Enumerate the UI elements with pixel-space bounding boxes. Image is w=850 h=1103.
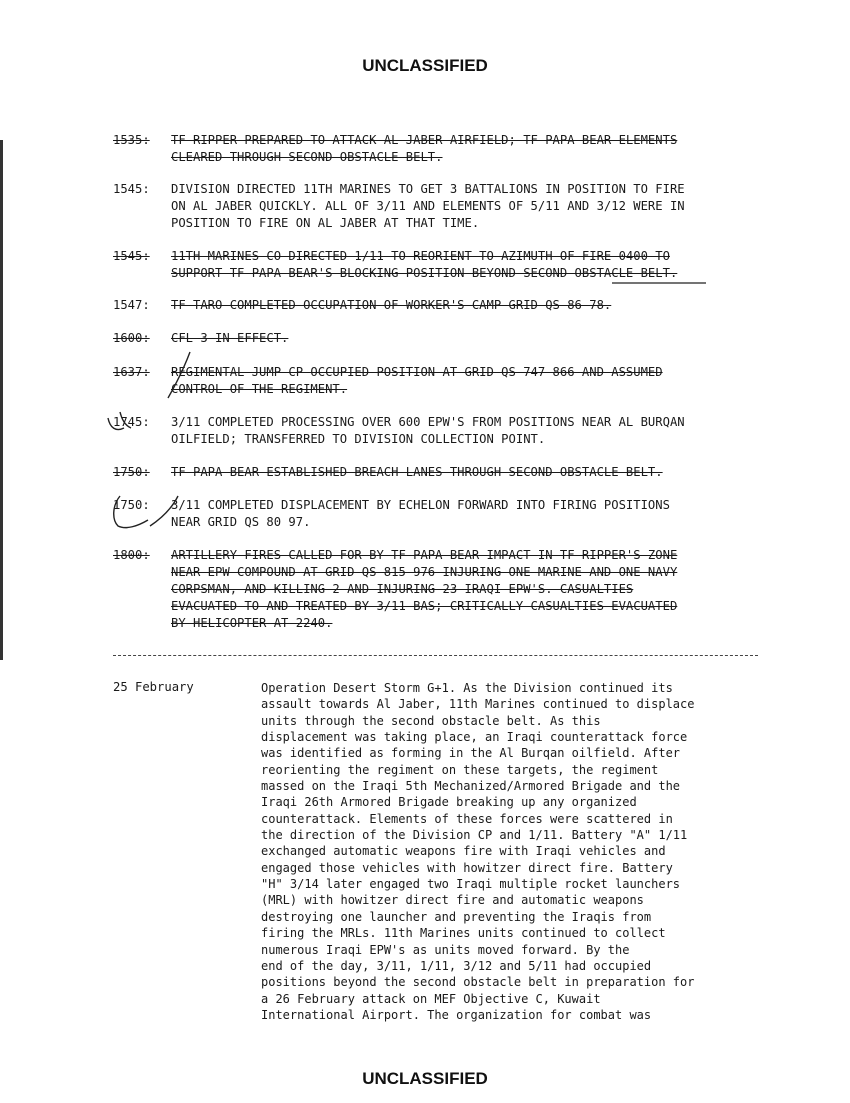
narrative-line: "H" 3/14 later engaged two Iraqi multiple rocket launchers	[261, 877, 681, 892]
entry-text: TF PAPA BEAR ESTABLISHED BREACH LANES THROUGH SECOND OBSTACLE BELT.	[171, 465, 663, 479]
classification-footer: UNCLASSIFIED	[362, 1069, 488, 1088]
log-entry-1637	[113, 364, 773, 398]
entry-text: CFL 3 IN EFFECT.	[171, 331, 289, 345]
narrative-line: destroying one launcher and preventing the Iraqis from	[261, 909, 652, 924]
narrative-line: end of the day, 3/11, 1/11, 3/12 and 5/11 had occupied	[261, 958, 652, 973]
entry-text: CLEARED THROUGH SECOND OBSTACLE BELT.	[171, 150, 443, 164]
narrative-line: massed on the Iraqi 5th Mechanized/Armored Brigade and the	[261, 779, 681, 794]
narrative-line: a 26 February attack on MEF Objective C, Kuwait	[261, 991, 601, 1006]
log-entry-1750-displacement	[113, 497, 773, 531]
entry-text: 3/11 COMPLETED DISPLACEMENT BY ECHELON FORWARD INTO FIRING POSITIONS	[171, 498, 670, 512]
log-entry-1545-11th-marines	[113, 248, 773, 282]
section-divider	[113, 655, 758, 656]
entry-text: CONTROL OF THE REGIMENT.	[171, 382, 348, 396]
entry-text: BY HELICOPTER AT 2240.	[171, 616, 333, 630]
narrative-line: (MRL) with howitzer direct fire and automatic weapons	[261, 893, 644, 908]
scan-edge-mark	[0, 140, 3, 660]
narrative-line: numerous Iraqi EPW's as units moved forward. By the	[261, 942, 630, 957]
entry-time: 1750:	[113, 465, 150, 479]
entry-time: 1545:	[113, 182, 150, 196]
narrative-line: was identified as forming in the Al Burqan oilfield. After	[261, 746, 681, 761]
classification-header: UNCLASSIFIED	[362, 56, 488, 75]
log-entry-1535	[113, 132, 773, 166]
log-entry-1547	[113, 297, 773, 314]
entry-time: 1535:	[113, 133, 150, 147]
narrative-line: reorienting the regiment on these targets, the regiment	[261, 762, 659, 777]
entry-text: NEAR EPW COMPOUND AT GRID QS 815 976 INJURING ONE MARINE AND ONE NAVY	[171, 565, 678, 579]
narrative-line: units through the second obstacle belt. As this	[261, 713, 601, 728]
entry-text: TF RIPPER PREPARED TO ATTACK AL JABER AIRFIELD; TF PAPA BEAR ELEMENTS	[171, 133, 678, 147]
log-entry-1750-breach	[113, 464, 773, 481]
log-entry-1745	[113, 414, 773, 448]
narrative-line: the direction of the Division CP and 1/11. Battery "A" 1/11	[261, 828, 688, 843]
narrative-line: exchanged automatic weapons fire with Iraqi vehicles and	[261, 844, 666, 859]
entry-text: 3/11 COMPLETED PROCESSING OVER 600 EPW'S FROM POSITIONS NEAR AL BURQAN	[171, 415, 685, 429]
entry-time: 1750:	[113, 498, 150, 512]
entry-time: 1745:	[113, 415, 150, 429]
narrative-line: engaged those vehicles with howitzer direct fire. Battery	[261, 860, 673, 875]
entry-time: 1545:	[113, 249, 150, 263]
entry-text: EVACUATED TO AND TREATED BY 3/11 BAS; CRITICALLY CASUALTIES EVACUATED	[171, 599, 678, 613]
entry-text: ON AL JABER QUICKLY. ALL OF 3/11 AND ELEMENTS OF 5/11 AND 3/12 WERE IN	[171, 199, 685, 213]
narrative-date: 25 February	[113, 680, 194, 694]
entry-time: 1800:	[113, 548, 150, 562]
narrative-line: International Airport. The organization for combat was	[261, 1007, 652, 1022]
entry-text: POSITION TO FIRE ON AL JABER AT THAT TIME.	[171, 216, 480, 230]
entry-text: OILFIELD; TRANSFERRED TO DIVISION COLLECTION POINT.	[171, 432, 546, 446]
entry-text: ARTILLERY FIRES CALLED FOR BY TF PAPA BEAR IMPACT IN TF RIPPER'S ZONE	[171, 548, 678, 562]
entry-text: DIVISION DIRECTED 11TH MARINES TO GET 3 BATTALIONS IN POSITION TO FIRE	[171, 182, 685, 196]
narrative-line: firing the MRLs. 11th Marines units continued to collect	[261, 926, 666, 941]
narrative-line: positions beyond the second obstacle belt in preparation for	[261, 975, 695, 990]
narrative-line: assault towards Al Jaber, 11th Marines continued to displace	[261, 697, 695, 712]
entry-time: 1547:	[113, 298, 150, 312]
entry-time: 1600:	[113, 331, 150, 345]
entry-text: CORPSMAN, AND KILLING 2 AND INJURING 23 IRAQI EPW'S. CASUALTIES	[171, 582, 634, 596]
entry-text: NEAR GRID QS 80 97.	[171, 515, 311, 529]
narrative-body	[261, 680, 771, 1023]
entry-text: 11TH MARINES CO DIRECTED 1/11 TO REORIENT TO AZIMUTH OF FIRE 0400 TO	[171, 249, 670, 263]
entry-text: SUPPORT TF PAPA BEAR'S BLOCKING POSITION BEYOND SECOND OBSTACLE BELT.	[171, 266, 678, 280]
log-entry-1600	[113, 330, 773, 347]
entry-time: 1637:	[113, 365, 150, 379]
entry-text: TF TARO COMPLETED OCCUPATION OF WORKER'S CAMP GRID QS 86 78.	[171, 298, 612, 312]
log-entry-1800	[113, 547, 773, 632]
entry-text: REGIMENTAL JUMP CP OCCUPIED POSITION AT GRID QS 747 866 AND ASSUMED	[171, 365, 663, 379]
log-entry-1545-division	[113, 181, 773, 232]
narrative-line: displacement was taking place, an Iraqi counterattack force	[261, 730, 688, 745]
narrative-line: Operation Desert Storm G+1. As the Division continued its	[261, 681, 673, 695]
narrative-line: counterattack. Elements of these forces were scattered in	[261, 811, 673, 826]
narrative-line: Iraqi 26th Armored Brigade breaking up any organized	[261, 795, 637, 810]
